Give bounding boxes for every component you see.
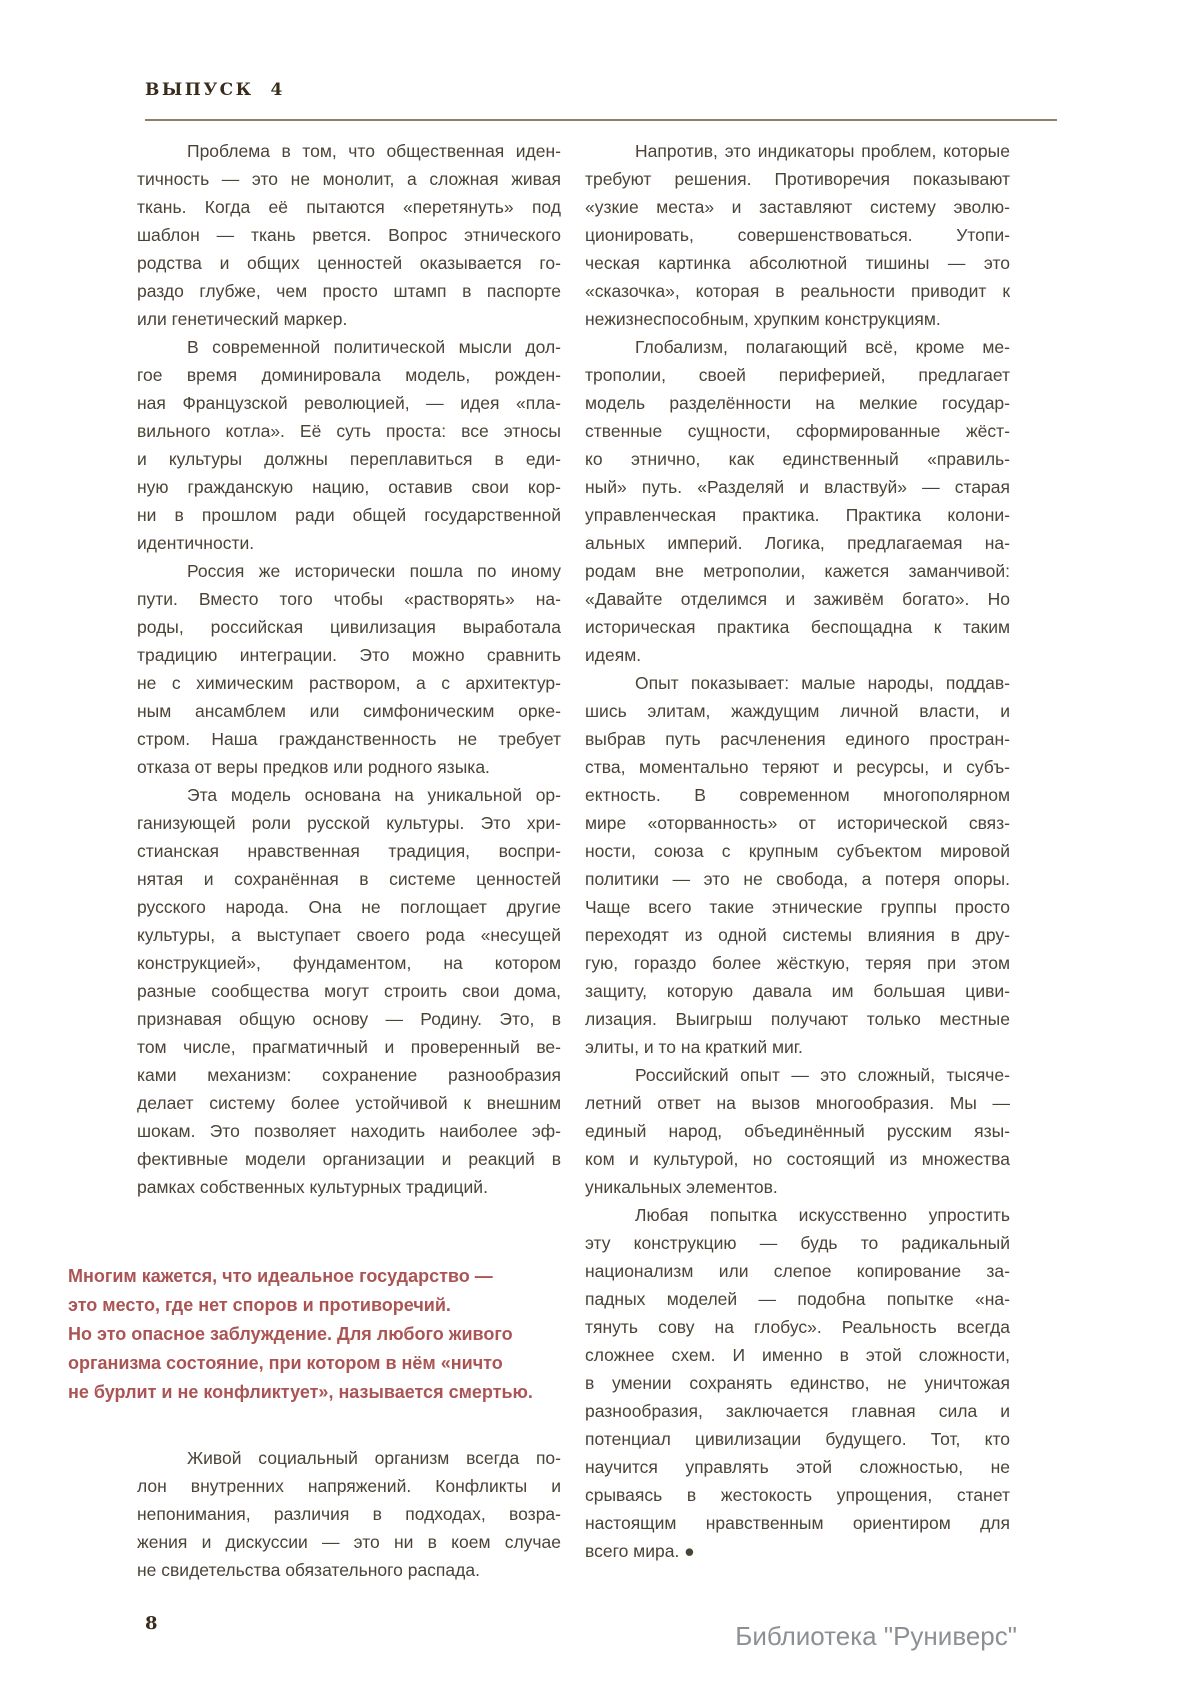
text-line: родам вне метрополии, кажется заманчивой:: [585, 561, 1010, 581]
text-line: научится управлять этой сложностью, не: [585, 1457, 1010, 1477]
text-line: нятая и сохранённая в системе ценностей: [137, 869, 561, 889]
paragraph: [137, 137, 561, 333]
text-line: «сказочка», которая в реальности приводит к: [585, 281, 1010, 301]
text-line: всего мира. ●: [585, 1541, 695, 1561]
text-line: управленческая практика. Практика колони-: [585, 505, 1010, 525]
text-line: шокам. Это позволяет находить наиболее эф-: [137, 1121, 561, 1141]
text-line: не свидетельства обязательного распада.: [137, 1560, 480, 1580]
text-line: переходят из одной системы влияния в дру-: [585, 925, 1010, 945]
text-line: ческая картинка абсолютной тишины — это: [585, 253, 1010, 273]
text-line: отказа от веры предков или родного языка.: [137, 757, 490, 777]
text-line: родства и общих ценностей оказывается го-: [137, 253, 561, 273]
text-line: ганизующей роли русской культуры. Это хри-: [137, 813, 561, 833]
text-line: ственные сущности, сформированные жёст-: [585, 421, 1010, 441]
text-line: единый народ, объединённый русским язы-: [585, 1121, 1010, 1141]
text-line: тянуть сову на глобус». Реальность всегда: [585, 1317, 1010, 1337]
text-line: в умении сохранять единство, не уничтожая: [585, 1373, 1010, 1393]
text-line: Любая попытка искусственно упростить: [635, 1205, 1010, 1225]
text-line: Чаще всего такие этнические группы просто: [585, 897, 1010, 917]
text-line: ком и культурой, но состоящий из множества: [585, 1149, 1010, 1169]
text-line: Напротив, это индикаторы проблем, которые: [635, 141, 1010, 161]
text-line: мире «оторванность» от исторической связ-: [585, 813, 1010, 833]
text-line: лизация. Выигрыш получают только местные: [585, 1009, 1010, 1029]
text-line: ционировать, совершенствоваться. Утопи-: [585, 225, 1010, 245]
text-line: разные сообщества могут строить свои дома,: [137, 981, 561, 1001]
pull-quote-line: организма состояние, при котором в нём «ничто: [68, 1353, 503, 1373]
text-line: том числе, прагматичный и проверенный ве-: [137, 1037, 561, 1057]
text-line: Россия же исторически пошла по иному: [187, 561, 561, 581]
pull-quote-line: Но это опасное заблуждение. Для любого живого: [68, 1324, 513, 1344]
text-line: Российский опыт — это сложный, тысяче-: [635, 1065, 1010, 1085]
text-column-right: [585, 137, 1010, 1565]
text-line: «Давайте отделимся и заживём богато». Но: [585, 589, 1010, 609]
paragraph: [585, 333, 1010, 669]
paragraph: [585, 1201, 1010, 1565]
text-line: вильного котла». Её суть проста: все этносы: [137, 421, 561, 441]
text-line: Живой социальный организм всегда по-: [187, 1448, 561, 1468]
text-line: альных империй. Логика, предлагаемая на-: [585, 533, 1010, 553]
paragraph: [137, 781, 561, 1201]
text-line: тичность — это не монолит, а сложная живая: [137, 169, 561, 189]
text-line: стром. Наша гражданственность не требует: [137, 729, 561, 749]
text-line: роды, российская цивилизация выработала: [137, 617, 561, 637]
text-line: уникальных элементов.: [585, 1177, 778, 1197]
text-line: срываясь в жестокость упрощения, станет: [585, 1485, 1010, 1505]
text-line: национализм или слепое копирование за-: [585, 1261, 1010, 1281]
text-line: ектность. В современном многополярном: [585, 785, 1010, 805]
text-line: нежизнеспособным, хрупким конструкциям.: [585, 309, 941, 329]
text-line: Эта модель основана на уникальной ор-: [187, 785, 561, 805]
text-line: гую, гораздо более жёсткую, теряя при этом: [585, 953, 1010, 973]
text-line: настоящим нравственным ориентиром для: [585, 1513, 1010, 1533]
page-number: 8: [145, 1613, 158, 1634]
text-line: или генетический маркер.: [137, 309, 348, 329]
text-line: ками механизм: сохранение разнообразия: [137, 1065, 561, 1085]
issue-header: ВЫПУСК 4: [145, 80, 285, 100]
text-line: В современной политической мысли дол-: [187, 337, 561, 357]
text-line: защиту, которую давала им большая циви-: [585, 981, 1010, 1001]
header-divider: [145, 119, 1057, 121]
text-line: идеям.: [585, 645, 642, 665]
text-line: ко этнично, как единственный «правиль-: [585, 449, 1010, 469]
text-line: ткань. Когда её пытаются «перетянуть» под: [137, 197, 561, 217]
text-column-left: [68, 137, 561, 1584]
text-line: «узкие места» и заставляют систему эволю-: [585, 197, 1010, 217]
text-line: разнообразия, заключается главная сила и: [585, 1401, 1010, 1421]
text-line: историческая практика беспощадна к таким: [585, 617, 1010, 637]
text-line: ная Французской революцией, — идея «пла-: [137, 393, 561, 413]
text-line: требуют решения. Противоречия показывают: [585, 169, 1010, 189]
pull-quote-line: Многим кажется, что идеальное государство —: [68, 1266, 493, 1286]
text-line: лон внутренних напряжений. Конфликты и: [137, 1476, 561, 1496]
paragraph: [585, 669, 1010, 1061]
text-line: шаблон — ткань рвется. Вопрос этнического: [137, 225, 561, 245]
paragraph: [137, 333, 561, 557]
text-line: конструкцией», фундаментом, на котором: [137, 953, 561, 973]
text-line: Глобализм, полагающий всё, кроме ме-: [635, 337, 1010, 357]
text-line: ства, моментально теряют и ресурсы, и субъ-: [585, 757, 1010, 777]
text-line: Опыт показывает: малые народы, поддав-: [635, 673, 1010, 693]
text-line: модель разделённости на мелкие государ-: [585, 393, 1010, 413]
text-line: раздо глубже, чем просто штамп в паспорте: [137, 281, 561, 301]
library-watermark: Библиотека "Руниверс": [735, 1621, 1017, 1651]
text-line: падных моделей — подобна попытке «на-: [585, 1289, 1010, 1309]
text-line: и культуры должны переплавиться в еди-: [137, 449, 561, 469]
text-line: выбрав путь расчленения единого простран-: [585, 729, 1010, 749]
text-line: стианская нравственная традиция, воспри-: [137, 841, 561, 861]
paragraph: [585, 137, 1010, 333]
text-line: идентичности.: [137, 533, 255, 553]
text-line: делает систему более устойчивой к внешним: [137, 1093, 561, 1113]
text-line: летний ответ на вызов многообразия. Мы —: [585, 1093, 1010, 1113]
text-line: русского народа. Она не поглощает другие: [137, 897, 561, 917]
text-line: пути. Вместо того чтобы «растворять» на-: [137, 589, 561, 609]
text-line: рамках собственных культурных традиций.: [137, 1177, 488, 1197]
text-line: ный» путь. «Разделяй и властвуй» — старая: [585, 477, 1010, 497]
text-line: непонимания, различия в подходах, возра-: [137, 1504, 561, 1524]
text-line: жения и дискуссии — это ни в коем случае: [137, 1532, 561, 1552]
text-line: политики — это не свобода, а потеря опоры.: [585, 869, 1010, 889]
text-line: ным ансамблем или симфоническим орке-: [137, 701, 561, 721]
text-line: гое время доминировала модель, рожден-: [137, 365, 561, 385]
pull-quote-line: не бурлит и не конфликтует», называется смертью.: [68, 1382, 533, 1402]
text-line: признавая общую основу — Родину. Это, в: [137, 1009, 561, 1029]
text-line: трополии, своей периферией, предлагает: [585, 365, 1010, 385]
text-line: ную гражданскую нацию, оставив свои кор-: [137, 477, 561, 497]
text-line: культуры, а выступает своего рода «несущей: [137, 925, 561, 945]
text-line: ности, союза с крупным субъектом мировой: [585, 841, 1010, 861]
paragraph: [585, 1061, 1010, 1201]
paragraph: [137, 1444, 561, 1584]
paragraph: [137, 557, 561, 781]
text-line: сложнее схем. И именно в этой сложности,: [585, 1345, 1010, 1365]
text-line: эту конструкцию — будь то радикальный: [585, 1233, 1010, 1253]
text-line: потенциал цивилизации будущего. Тот, кто: [585, 1429, 1010, 1449]
text-line: традицию интеграции. Это можно сравнить: [137, 645, 561, 665]
pull-quote-line: это место, где нет споров и противоречий.: [68, 1295, 451, 1315]
text-line: Проблема в том, что общественная иден-: [187, 141, 561, 161]
text-line: фективные модели организации и реакций в: [137, 1149, 561, 1169]
text-line: шись элитам, жаждущим личной власти, и: [585, 701, 1010, 721]
pull-quote: [68, 1262, 561, 1407]
text-line: не с химическим раствором, а с архитектур-: [137, 673, 561, 693]
text-line: ни в прошлом ради общей государственной: [137, 505, 561, 525]
text-line: элиты, и то на краткий миг.: [585, 1037, 803, 1057]
